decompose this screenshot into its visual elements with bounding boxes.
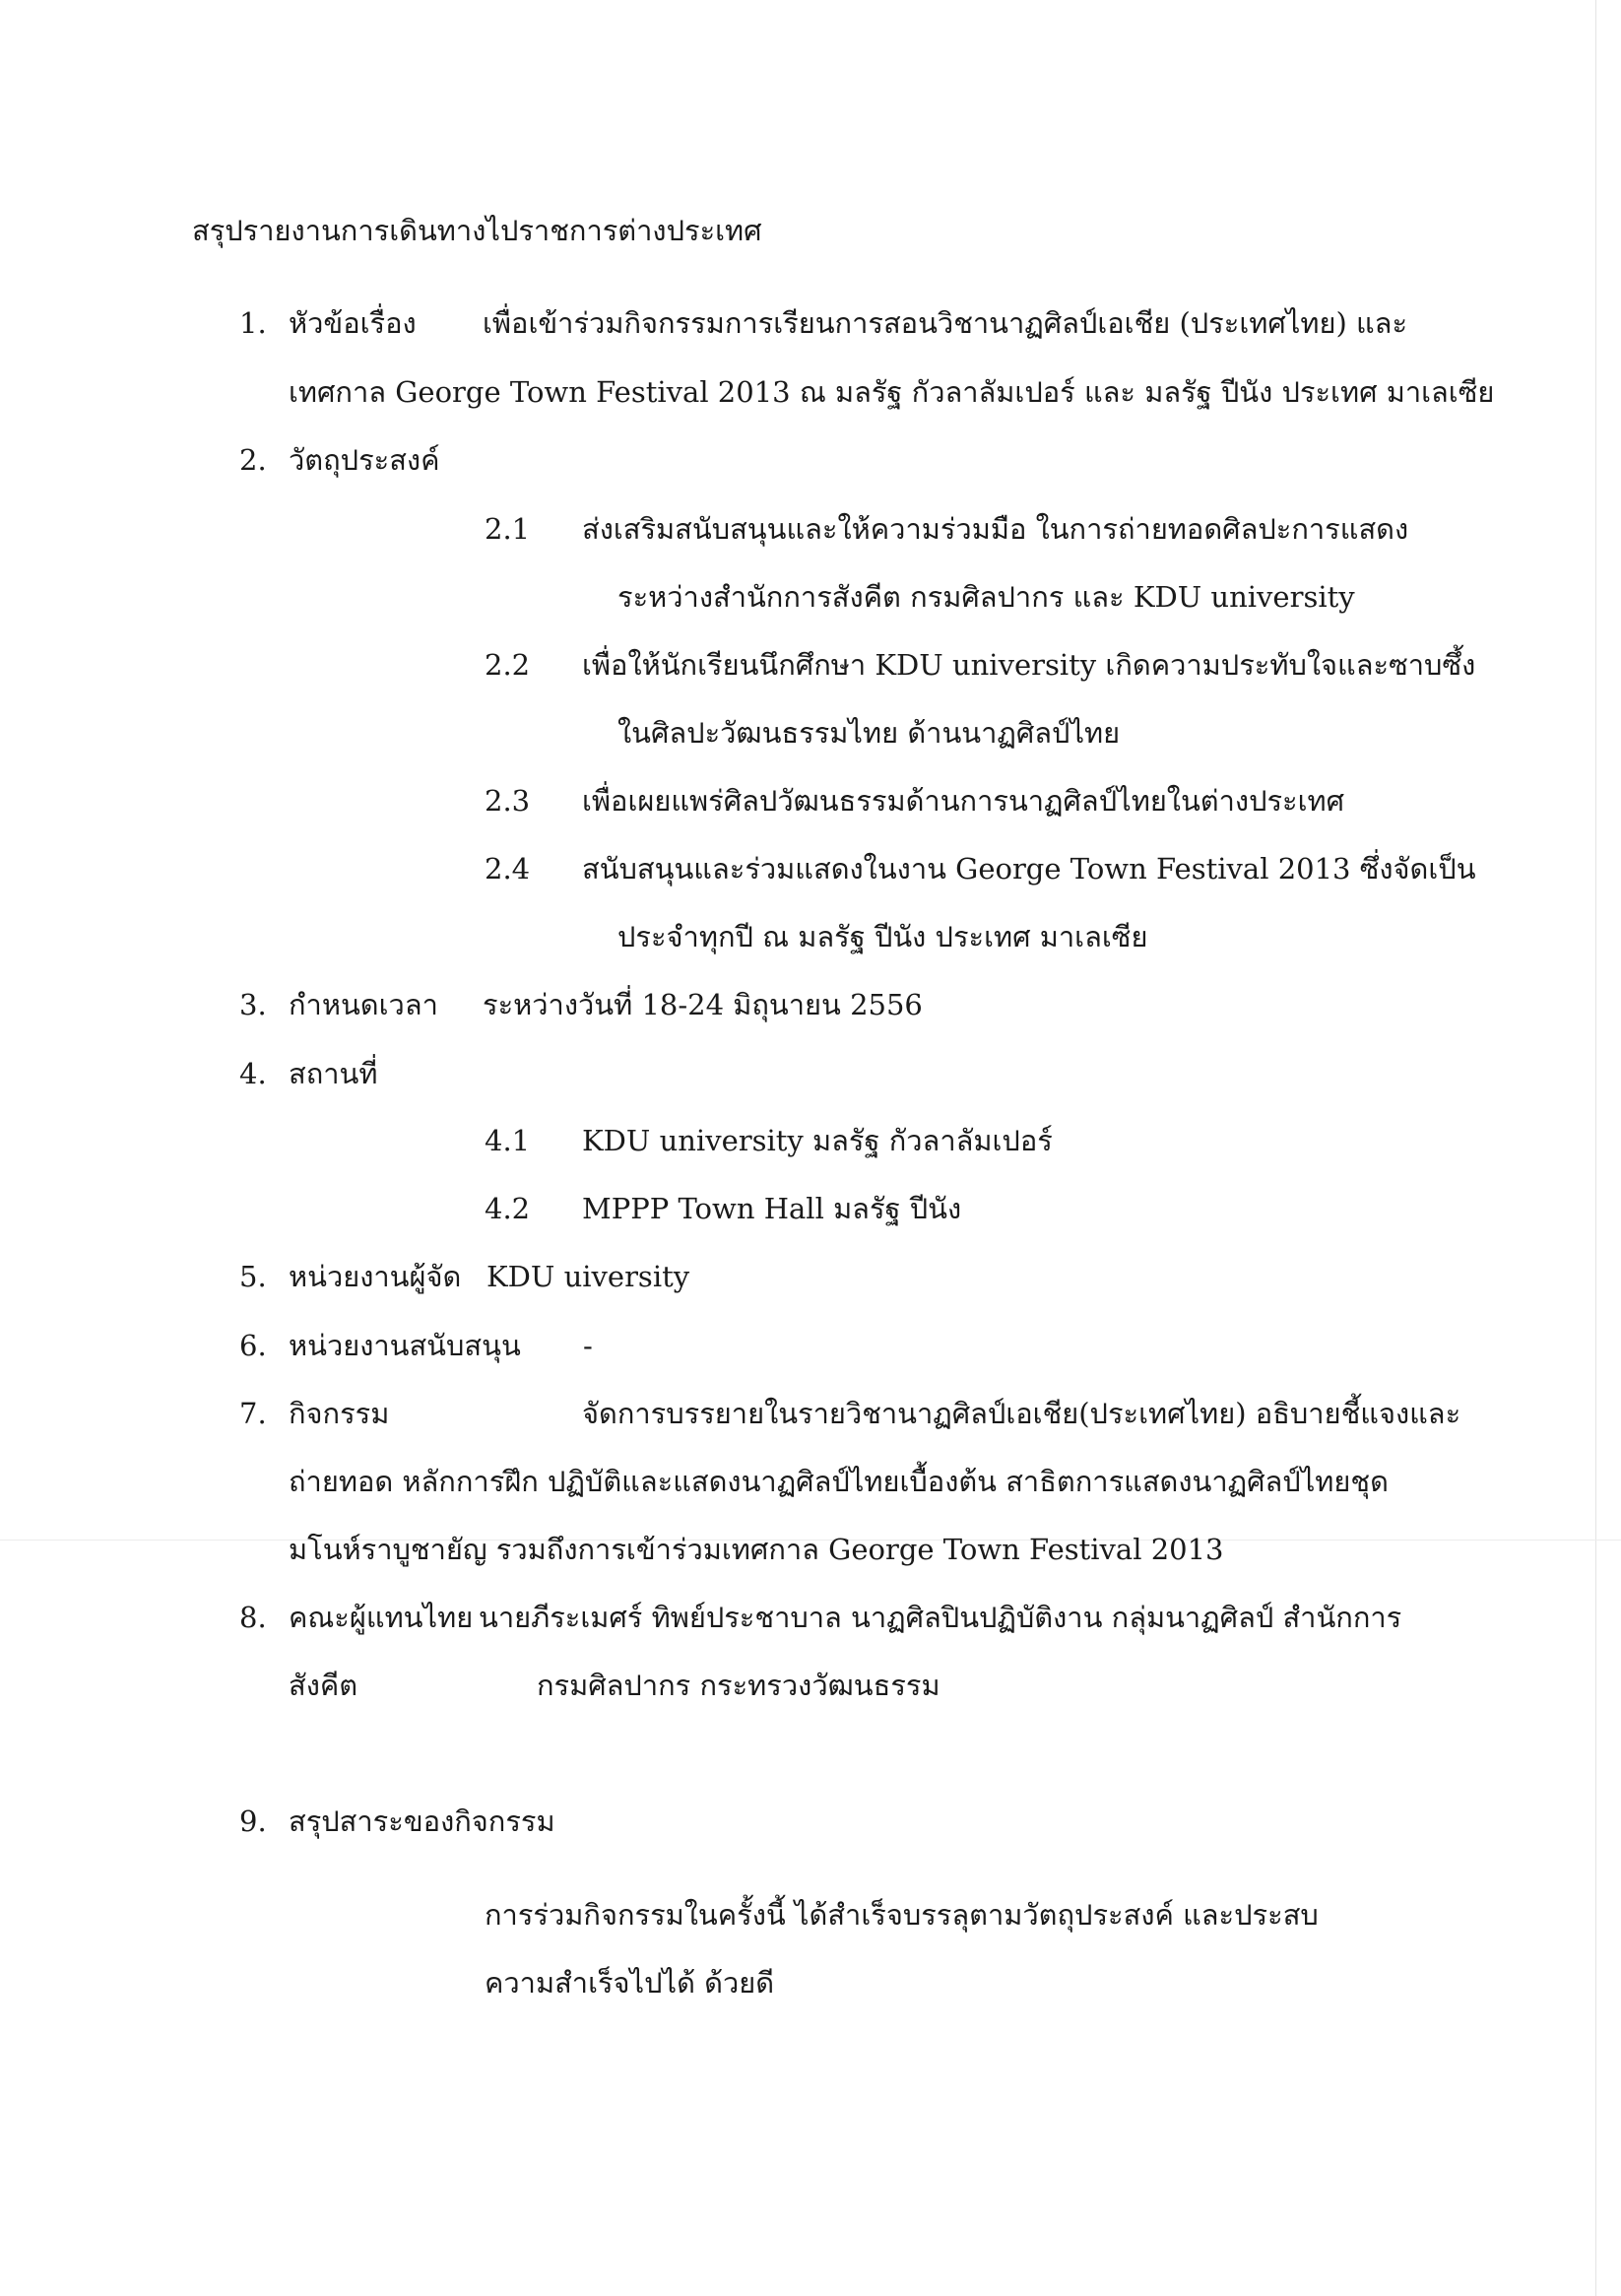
item-4-number: 4. — [239, 1057, 267, 1090]
item-8-text: นายภีระเมศร์ ทิพย์ประชาบาล นาฏศิลปินปฏิบัติงาน กลุ่มนาฏศิลป์ สำนักการ — [479, 1601, 1402, 1634]
item-9-label: สรุปสาระของกิจกรรม — [289, 1804, 555, 1838]
item-7-text-line2: ถ่ายทอด หลักการฝึก ปฏิบัติและแสดงนาฏศิลป์ไทยเบื้องต้น สาธิตการแสดงนาฏศิลป์ไทยชุด — [289, 1465, 1389, 1498]
item-2-1-number: 2.1 — [485, 512, 531, 546]
item-1-text: เพื่อเข้าร่วมกิจกรรมการเรียนการสอนวิชานาฏศิลป์เอเชีย (ประเทศไทย) และ — [483, 306, 1408, 340]
item-4-1-line1: KDU university มลรัฐ กัวลาลัมเปอร์ — [582, 1124, 1053, 1157]
item-8-text-line2b: กรมศิลปากร กระทรวงวัฒนธรรม — [537, 1669, 940, 1702]
item-1-label: หัวข้อเรื่อง — [289, 306, 417, 340]
item-8-text-line2a: สังคีต — [289, 1669, 358, 1702]
item-2-2-line2: ในศิลปะวัฒนธรรมไทย ด้านนาฏศิลป์ไทย — [617, 716, 1121, 750]
item-9-text: การร่วมกิจกรรมในครั้งนี้ ได้สำเร็จบรรลุตามวัตถุประสงค์ และประสบ — [485, 1898, 1319, 1932]
item-5-label: หน่วยงานผู้จัด — [289, 1260, 462, 1293]
item-4-label: สถานที่ — [289, 1057, 378, 1090]
item-7-number: 7. — [239, 1397, 267, 1430]
item-6-label: หน่วยงานสนับสนุน — [289, 1329, 521, 1362]
item-3-number: 3. — [239, 988, 267, 1021]
item-8-number: 8. — [239, 1601, 267, 1634]
item-2-3-number: 2.3 — [485, 784, 531, 818]
item-2-1-line1: ส่งเสริมสนับสนุนและให้ความร่วมมือ ในการถ่ายทอดศิลปะการแสดง — [582, 512, 1409, 546]
item-7-text-line3: มโนห์ราบูชายัญ รวมถึงการเข้าร่วมเทศกาล George Town Festival 2013 — [289, 1533, 1224, 1566]
document-title: สรุปรายงานการเดินทางไปราชการต่างประเทศ — [192, 214, 762, 247]
item-4-2-number: 4.2 — [485, 1192, 531, 1225]
item-8-label: คณะผู้แทนไทย — [289, 1601, 474, 1634]
item-7-label: กิจกรรม — [289, 1397, 390, 1430]
item-3-label: กำหนดเวลา — [289, 988, 438, 1021]
item-5-number: 5. — [239, 1260, 267, 1293]
item-2-3-line1: เพื่อเผยแพร่ศิลปวัฒนธรรมด้านการนาฏศิลป์ไทยในต่างประเทศ — [582, 784, 1345, 818]
item-2-4-line2: ประจำทุกปี ณ มลรัฐ ปีนัง ประเทศ มาเลเซีย — [617, 920, 1148, 953]
item-2-number: 2. — [239, 443, 267, 477]
item-7-text: จัดการบรรยายในรายวิชานาฏศิลป์เอเชีย(ประเทศไทย) อธิบายชี้แจงและ — [582, 1397, 1461, 1430]
item-6-number: 6. — [239, 1329, 267, 1362]
item-3-text: ระหว่างวันที่ 18-24 มิถุนายน 2556 — [483, 988, 923, 1021]
item-6-text: - — [583, 1329, 593, 1362]
item-4-2-line1: MPPP Town Hall มลรัฐ ปีนัง — [582, 1192, 962, 1225]
item-1-text-line2: เทศกาล George Town Festival 2013 ณ มลรัฐ กัวลาลัมเปอร์ และ มลรัฐ ปีนัง ประเทศ มาเลเซีย — [289, 375, 1495, 409]
item-2-label: วัตถุประสงค์ — [289, 443, 440, 477]
item-5-text: KDU uiversity — [486, 1260, 690, 1293]
item-2-2-line1: เพื่อให้นักเรียนนึกศึกษา KDU university เกิดความประทับใจและซาบซึ้ง — [582, 648, 1476, 682]
item-2-1-line2: ระหว่างสำนักการสังคีต กรมศิลปากร และ KDU university — [617, 580, 1355, 614]
item-1-number: 1. — [239, 306, 267, 340]
item-9-text-line2: ความสำเร็จไปได้ ด้วยดี — [485, 1966, 775, 2000]
item-9-number: 9. — [239, 1804, 267, 1838]
item-2-2-number: 2.2 — [485, 648, 531, 682]
item-2-4-line1: สนับสนุนและร่วมแสดงในงาน George Town Festival 2013 ซึ่งจัดเป็น — [582, 852, 1476, 886]
item-2-4-number: 2.4 — [485, 852, 531, 886]
item-4-1-number: 4.1 — [485, 1124, 531, 1157]
scan-edge-line — [1595, 0, 1596, 2296]
